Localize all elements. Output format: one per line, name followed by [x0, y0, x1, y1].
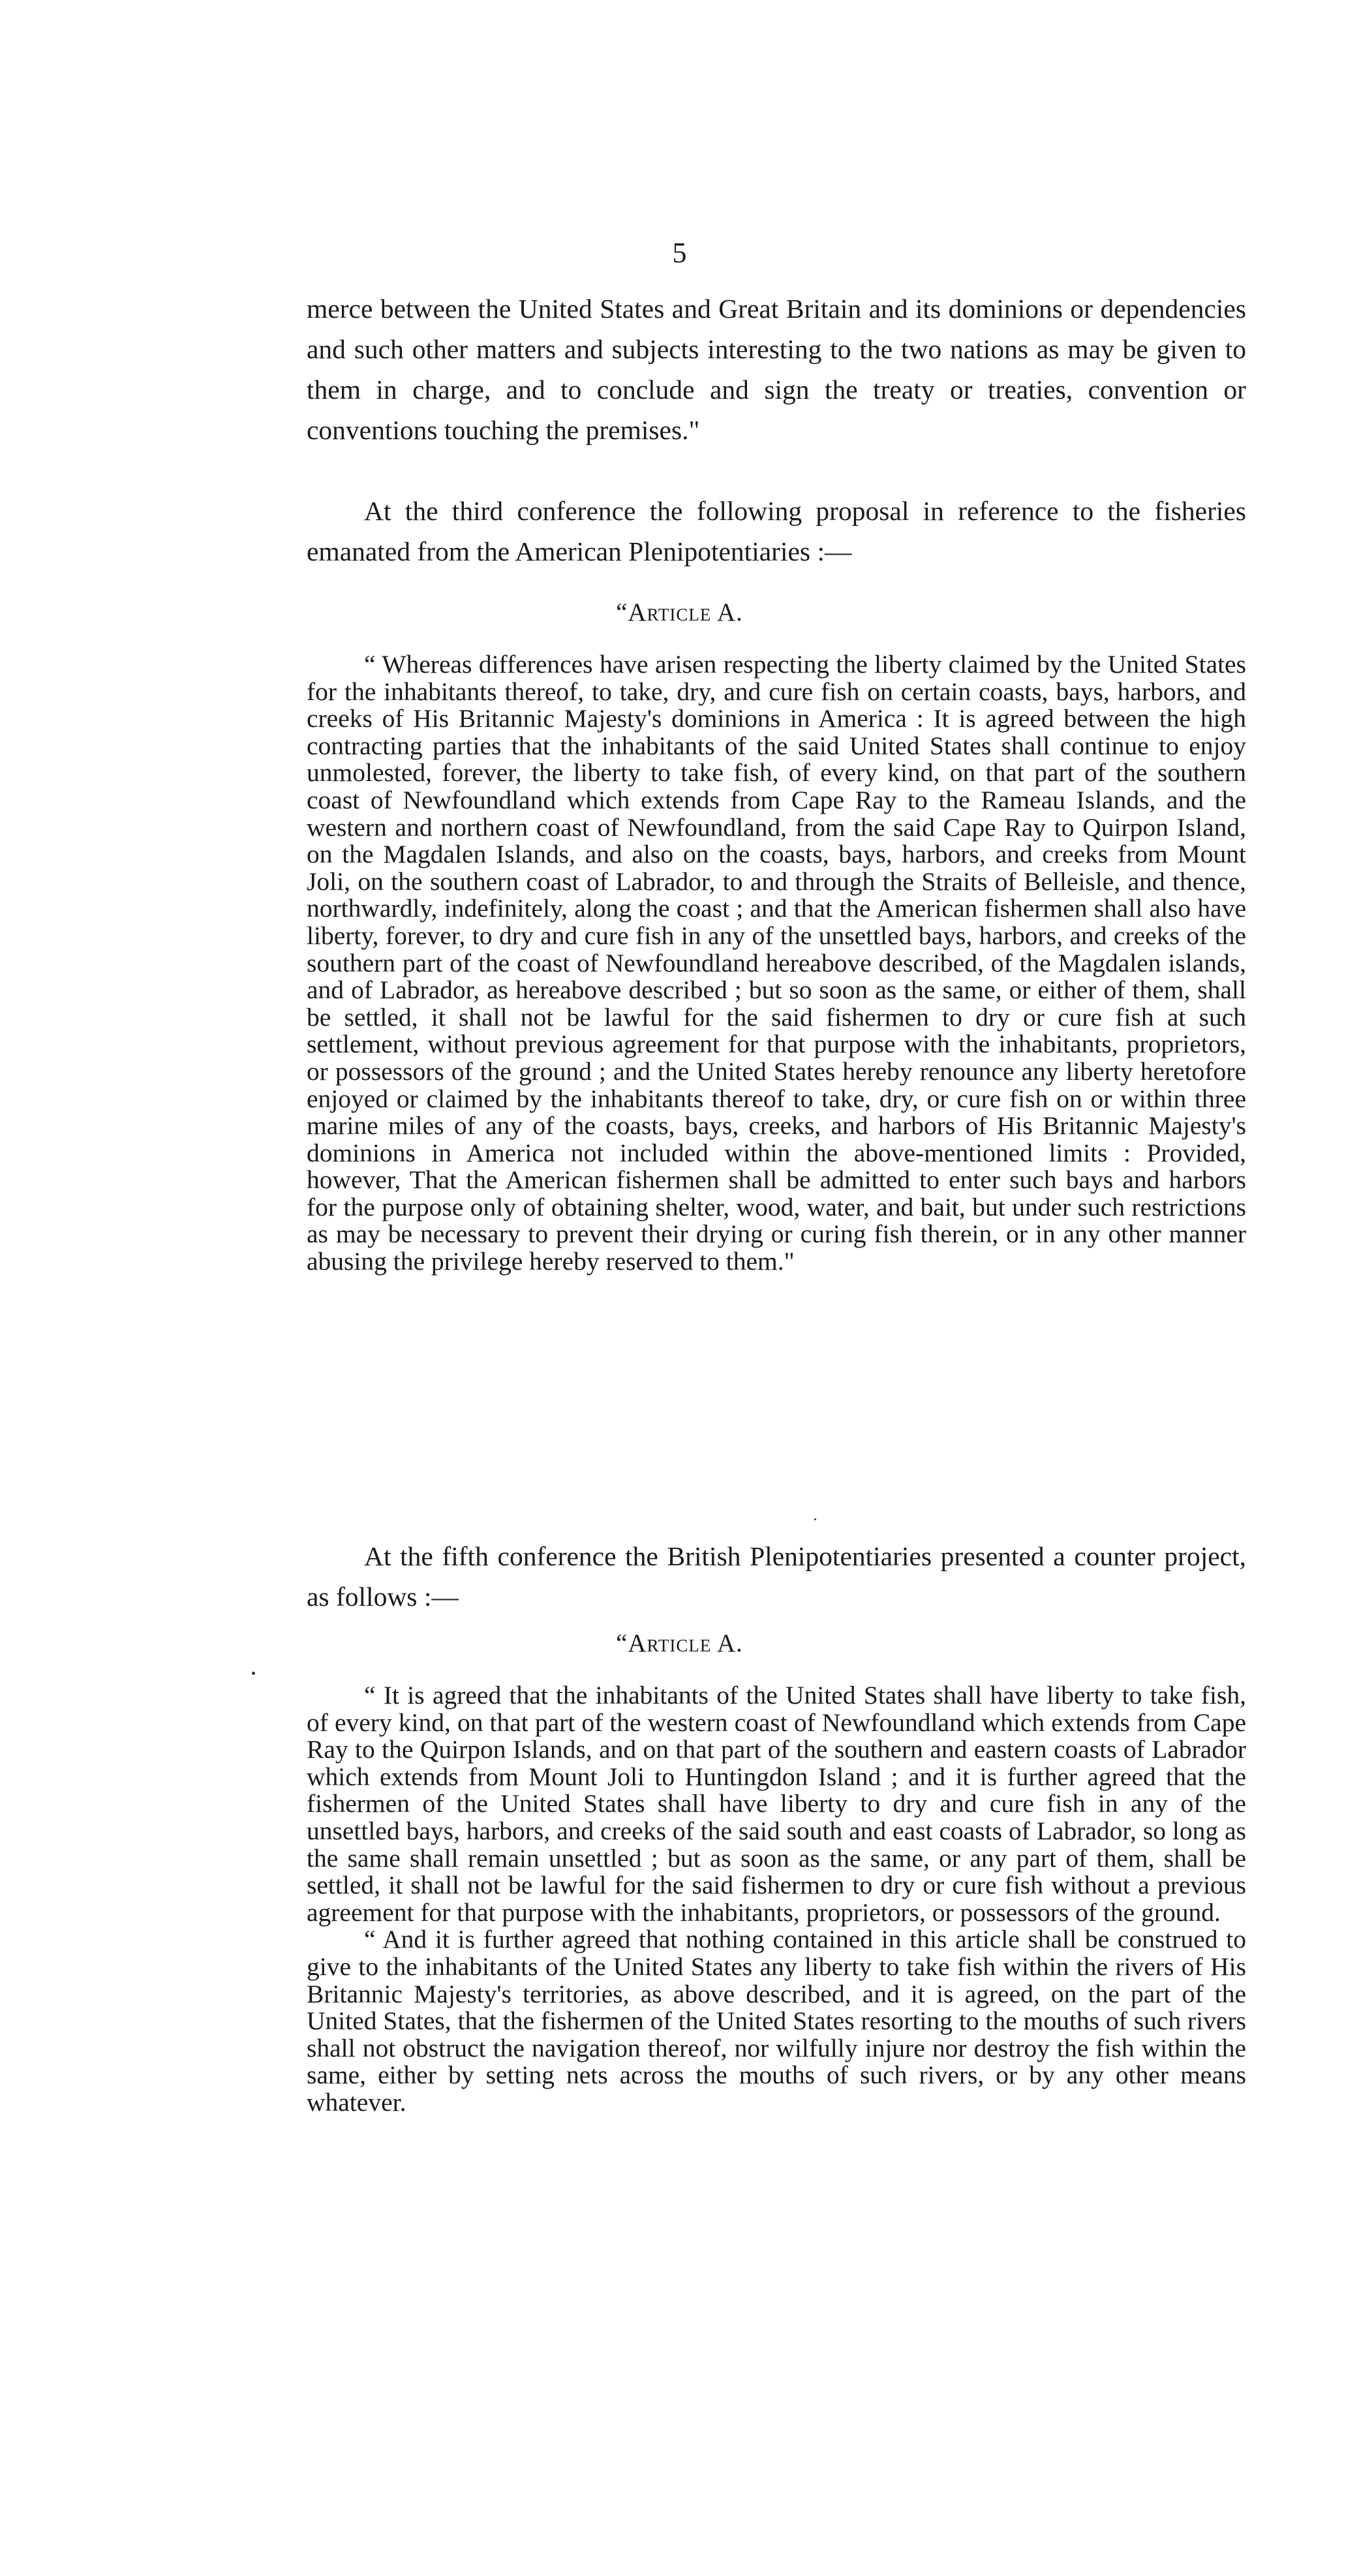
- american-article-paragraph: “ Whereas differences have arisen respecting the liberty claimed by the United States for the inhabitants thereof, to take, dry, and cure fish on certain coasts, bays, harbors, and creeks of His Britannic Majesty's dominions in America : It is agreed between the high contracting parties that the inhabitants of the said United States shall continue to enjoy unmolested, forever, the liberty to take fish, of every kind, on that part of the southern coast of Newfoundland which extends from Cape Ray to the Rameau Islands, and the western and northern coast of Newfoundland, from the said Cape Ray to Quirpon Island, on the Magdalen Islands, and also on the coasts, bays, harbors, and creeks from Mount Joli, on the southern coast of Labrador, to and through the Straits of Belleisle, and thence, northwardly, indefinitely, along the coast ; and that the American fishermen shall also have liberty, forever, to dry and cure fish in any of the unsettled bays, harbors, and creeks of the southern part of the coast of Newfoundland hereabove described, of the Magdalen islands, and of Labrador, as hereabove described ; but so soon as the same, or either of them, shall be settled, it shall not be lawful for the said fishermen to dry or cure fish at such settlement, without previous agreement for that purpose with the inhabitants, proprietors, or possessors of the ground ; and the United States hereby renounce any liberty heretofore enjoyed or claimed by the inhabitants thereof to take, dry, or cure fish on or within three marine miles of any of the coasts, bays, creeks, and harbors of His Britannic Majesty's dominions in America not included within the above-mentioned limits : Provided, however, That the American fishermen shall be admitted to enter such bays and harbors for the purpose only of obtaining shelter, wood, water, and bait, but under such restrictions as may be necessary to prevent their drying or curing fish therein, or in any other manner abusing the privilege hereby reserved to them.": [307, 650, 1246, 1276]
- page-number: 5: [672, 237, 687, 269]
- article-a-heading-text: “Article A.: [616, 598, 743, 626]
- british-article-paragraph-1: “ It is agreed that the inhabitants of the United States shall have liberty to take fish, of every kind, on that part of the western coast of Newfoundland which extends from Cape Ray to the Quirpon Islands, and on that part of the southern and eastern coasts of Labrador which extends from Mount Joli to Huntingdon Island ; and it is further agreed that the fishermen of the United States shall have liberty to dry and cure fish in any of the unsettled bays, harbors, and creeks of the said south and east coasts of Labrador, so long as the same shall remain unsettled ; but as soon as the same, or any part of them, shall be settled, it shall not be lawful for the said fishermen to dry or cure fish without a previous agreement for that purpose with the inhabitants, proprietors, or possessors of the ground.: [307, 1681, 1246, 1927]
- fifth-conference-text: At the fifth conference the British Plenipotentiaries presented a counter project, as follows :—: [307, 1541, 1246, 1612]
- american-article-text: [307, 651, 1246, 1276]
- article-a-heading-text: “Article A.: [616, 1629, 743, 1657]
- british-article-paragraph-2: “ And it is further agreed that nothing contained in this article shall be construed to give to the inhabitants of the United States any liberty to take fish within the rivers of His Britannic Majesty's territories, as above described, and it is agreed, on the part of the United States, that the fishermen of the United States resorting to the mouths of such rivers shall not obstruct the navigation thereof, nor wilfully injure nor destroy the fish within the same, either by setting nets across the mouths of such rivers, or by any other means whatever.: [307, 1925, 1246, 2117]
- british-article-text: [307, 1682, 1246, 2117]
- stray-ink-mark: [252, 1672, 255, 1675]
- third-conference-text: At the third conference the following proposal in reference to the fisheries emanated from the American Plenipotentiaries :—: [307, 496, 1246, 566]
- intro-paragraph: [307, 288, 1246, 450]
- third-conference-paragraph: [307, 491, 1246, 572]
- fifth-conference-paragraph: [307, 1536, 1246, 1617]
- article-a-heading-british: [0, 1629, 1359, 1658]
- stray-ink-mark: [814, 1518, 816, 1520]
- article-a-heading-american: [0, 598, 1359, 627]
- intro-paragraph-text: merce between the United States and Great Britain and its dominions or dependencies and such other matters and subjects interesting to the two nations as may be given to them in charge, and to conclude and sign the treaty or treaties, convention or conventions touching the premises.": [307, 294, 1246, 445]
